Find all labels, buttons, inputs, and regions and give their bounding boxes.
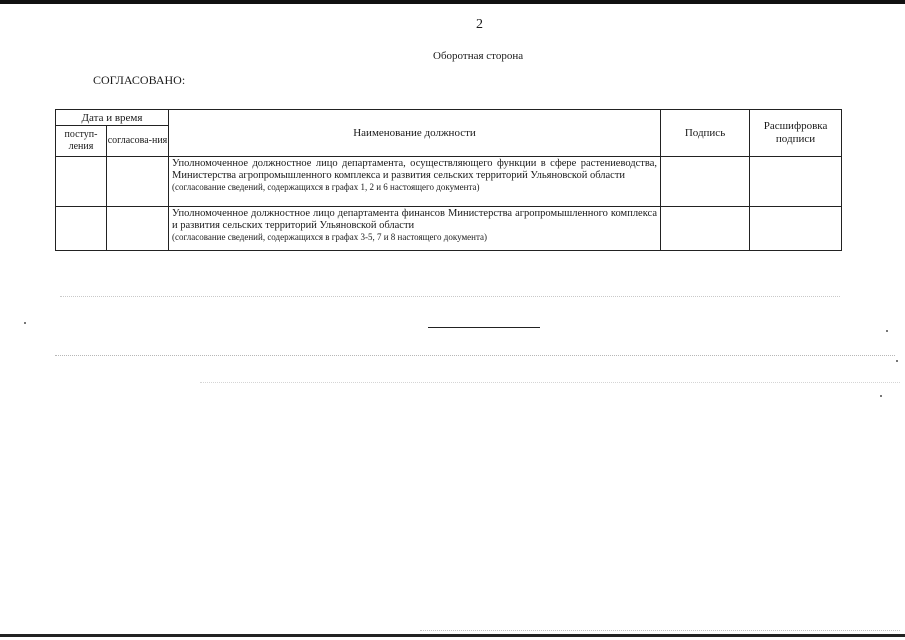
table-row — [56, 207, 842, 251]
position-cell — [169, 207, 661, 251]
approved-heading: СОГЛАСОВАНО: — [93, 73, 186, 87]
scan-artifact-line — [60, 296, 840, 298]
header-received: поступ-ления — [56, 126, 107, 157]
received-cell — [56, 157, 107, 207]
approval-table — [55, 109, 842, 251]
page-subtitle: Оборотная сторона — [433, 50, 524, 62]
header-position-name: Наименование должности — [169, 110, 661, 157]
signature-decoding-cell — [750, 157, 842, 207]
scan-artifact-line — [200, 382, 900, 384]
header-signature-decoding: Расшифровка подписи — [750, 110, 842, 157]
page-number: 2 — [476, 17, 483, 32]
scan-speck — [880, 395, 882, 397]
scan-speck — [896, 360, 898, 362]
header-approved: согласова-ния — [107, 126, 169, 157]
position-cell — [169, 157, 661, 207]
scan-edge-bottom — [0, 634, 905, 637]
position-note: (согласование сведений, содержащихся в графах 1, 2 и 6 настоящего документа) — [172, 182, 480, 192]
position-text: Уполномоченное должностное лицо департамента, осуществляющего функции в сфере растениеводства, Министерства агропромышленного комплекса и развития сельских территорий Ульяновской области — [172, 158, 658, 181]
scan-artifact-line — [420, 630, 900, 632]
position-text: Уполномоченное должностное лицо департамента финансов Министерства агропромышленного комплекса и развития сельских территорий Ульяновской области — [172, 208, 658, 231]
scan-artifact-line — [55, 355, 895, 357]
separator-rule — [428, 327, 540, 328]
signature-cell — [661, 157, 750, 207]
signature-decoding-cell — [750, 207, 842, 251]
received-cell — [56, 207, 107, 251]
signature-cell — [661, 207, 750, 251]
scan-edge-top — [0, 0, 905, 4]
approved-cell — [107, 207, 169, 251]
header-signature: Подпись — [661, 110, 750, 157]
scan-speck — [886, 330, 888, 332]
header-date-time: Дата и время — [56, 110, 169, 126]
position-note: (согласование сведений, содержащихся в графах 3-5, 7 и 8 настоящего документа) — [172, 232, 488, 242]
scan-speck — [24, 322, 26, 324]
table-row — [56, 157, 842, 207]
approved-cell — [107, 157, 169, 207]
